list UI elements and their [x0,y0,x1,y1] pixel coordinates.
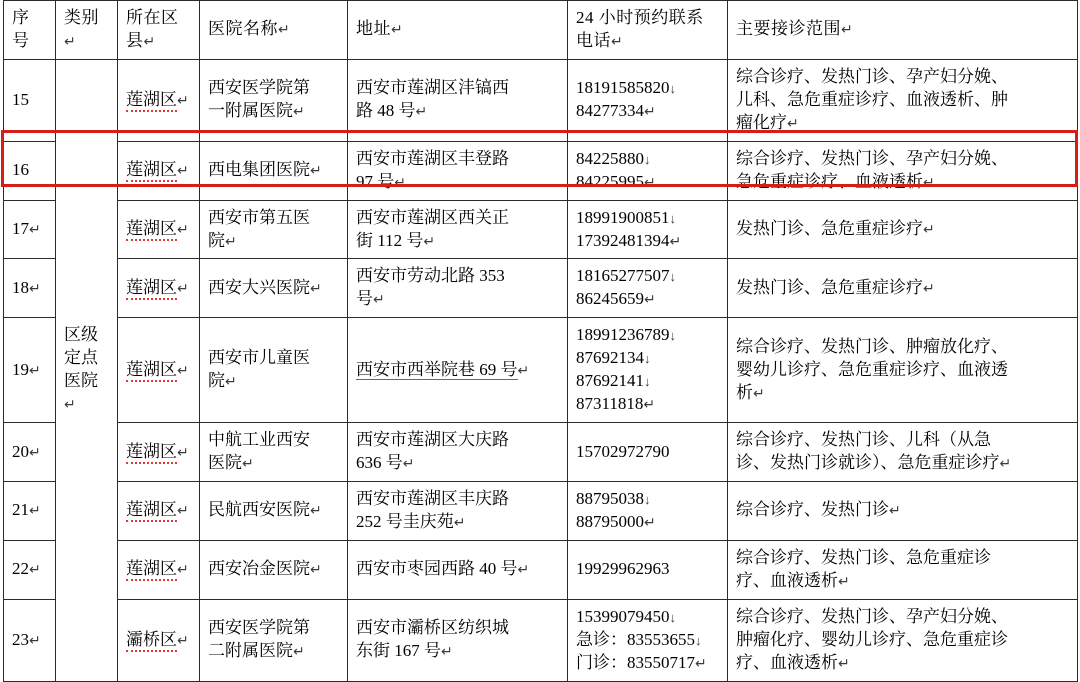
cell-index: 19↵ [4,318,56,423]
pilcrow-icon: ↵ [29,443,41,460]
cell-index: 17↵ [4,200,56,259]
pilcrow-icon: ↵ [644,103,656,120]
cell-index: 16 [4,141,56,200]
pilcrow-icon: ↵ [889,502,901,519]
pilcrow-icon: ↵ [29,279,41,296]
cell-district: 莲湖区↵ [118,540,200,599]
cell-hospital-name: 西安市儿童医 院↵ [200,318,348,423]
cell-index: 21↵ [4,481,56,540]
pilcrow-icon: ↵ [242,455,254,471]
pilcrow-icon: ↵ [225,373,237,390]
cell-address: 西安市劳动北路 353 号↵ [348,259,568,318]
cell-scope: 综合诊疗、发热门诊、急危重症诊 疗、血液透析↵ [728,540,1078,599]
pilcrow-icon: ↵ [310,162,322,179]
cell-phone: 15702972790 [568,423,728,482]
column-header-index: 序 号 [4,1,56,60]
table-row [4,259,1078,318]
pilcrow-icon: ↵ [391,21,404,38]
pilcrow-icon: ↵ [177,221,189,238]
cell-district: 莲湖区↵ [118,259,200,318]
pilcrow-icon: ↵ [644,291,656,308]
pilcrow-icon: ↵ [669,232,682,249]
cell-address: 西安市枣园西路 40 号↵ [348,540,568,599]
pilcrow-icon: ↵ [310,502,322,519]
line-break-icon: ↓ [644,374,651,390]
cell-district: 莲湖区↵ [118,318,200,423]
pilcrow-icon: ↵ [29,631,41,648]
pilcrow-icon: ↵ [517,361,530,378]
pilcrow-icon: ↵ [293,103,305,120]
pilcrow-icon: ↵ [373,291,385,308]
cell-district: 莲湖区↵ [118,141,200,200]
pilcrow-icon: ↵ [644,513,656,530]
column-header-phone: 24 小时预约联系 电话↵ [568,1,728,60]
column-header-hospital-name: 医院名称↵ [200,1,348,60]
pilcrow-icon: ↵ [143,32,156,49]
cell-address: 西安市灞桥区纺织城 东街 167 号↵ [348,599,568,681]
pilcrow-icon: ↵ [643,396,656,413]
pilcrow-icon: ↵ [611,32,624,49]
pilcrow-icon: ↵ [64,32,77,49]
pilcrow-icon: ↵ [753,384,765,401]
cell-scope: 综合诊疗、发热门诊↵ [728,481,1078,540]
pilcrow-icon: ↵ [29,502,41,519]
table-row [4,481,1078,540]
pilcrow-icon: ↵ [177,361,189,378]
cell-scope: 综合诊疗、发热门诊、肿瘤放化疗、 婴幼儿诊疗、急危重症诊疗、血液透 析↵ [728,318,1078,423]
cell-hospital-name: 中航工业西安 医院↵ [200,423,348,482]
cell-district: 莲湖区↵ [118,423,200,482]
cell-hospital-name: 民航西安医院↵ [200,481,348,540]
pilcrow-icon: ↵ [415,103,428,120]
cell-phone: 18191585820↓ 84277334↵ [568,59,728,141]
line-break-icon: ↓ [644,351,651,367]
line-break-icon: ↓ [669,609,676,625]
pilcrow-icon: ↵ [423,232,436,249]
cell-index: 23↵ [4,599,56,681]
cell-hospital-name: 西安医学院第 二附属医院↵ [200,599,348,681]
pilcrow-icon: ↵ [177,443,189,460]
table-row [4,318,1078,423]
pilcrow-icon: ↵ [923,279,935,296]
cell-scope: 综合诊疗、发热门诊、孕产妇分娩、 急危重症诊疗、血液透析↵ [728,141,1078,200]
cell-address: 西安市莲湖区丰登路 97 号↵ [348,141,568,200]
pilcrow-icon: ↵ [177,162,189,179]
cell-district: 莲湖区↵ [118,481,200,540]
cell-scope: 综合诊疗、发热门诊、孕产妇分娩、 儿科、急危重症诊疗、血液透析、肿 瘤化疗↵ [728,59,1078,141]
line-break-icon: ↓ [644,151,651,167]
line-break-icon: ↓ [644,491,651,507]
table-row-highlighted [4,141,1078,200]
cell-index: 22↵ [4,540,56,599]
pilcrow-icon: ↵ [923,173,935,190]
cell-hospital-name: 西安大兴医院↵ [200,259,348,318]
pilcrow-icon: ↵ [177,631,189,648]
cell-district: 莲湖区↵ [118,200,200,259]
pilcrow-icon: ↵ [177,91,189,108]
table-row [4,200,1078,259]
cell-hospital-name: 西电集团医院↵ [200,141,348,200]
column-header-address: 地址↵ [348,1,568,60]
table-header [4,1,1078,60]
cell-phone: 18991900851↓ 17392481394↵ [568,200,728,259]
pilcrow-icon: ↵ [695,654,707,671]
cell-district: 灞桥区↵ [118,599,200,681]
cell-phone: 88795038↓ 88795000↵ [568,481,728,540]
pilcrow-icon: ↵ [999,455,1012,471]
pilcrow-icon: ↵ [402,455,415,471]
cell-hospital-name: 西安冶金医院↵ [200,540,348,599]
cell-scope: 综合诊疗、发热门诊、儿科（从急 诊、发热门诊就诊）、急危重症诊疗↵ [728,423,1078,482]
cell-address: 西安市莲湖区丰庆路 252 号圭庆苑↵ [348,481,568,540]
cell-scope: 综合诊疗、发热门诊、孕产妇分娩、 肿瘤化疗、婴幼儿诊疗、急危重症诊 疗、血液透析↵ [728,599,1078,681]
pilcrow-icon: ↵ [278,21,291,38]
cell-district: 莲湖区↵ [118,59,200,141]
pilcrow-icon: ↵ [225,232,237,249]
line-break-icon: ↓ [669,81,676,97]
cell-phone: 15399079450↓ 急诊：83553655↓ 门诊：83550717↵ [568,599,728,681]
pilcrow-icon: ↵ [841,21,854,38]
pilcrow-icon: ↵ [838,572,850,589]
column-header-scope: 主要接诊范围↵ [728,1,1078,60]
pilcrow-icon: ↵ [29,361,41,378]
pilcrow-icon: ↵ [177,502,189,519]
line-break-icon: ↓ [695,632,702,648]
table-row [4,59,1078,141]
table-row [4,599,1078,681]
column-header-district: 所在区 县↵ [118,1,200,60]
pilcrow-icon: ↵ [29,221,41,238]
pilcrow-icon: ↵ [923,221,935,238]
line-break-icon: ↓ [669,269,676,285]
cell-index: 15 [4,59,56,141]
cell-phone: 84225880↓ 84225995↵ [568,141,728,200]
cell-address: 西安市莲湖区西关正 街 112 号↵ [348,200,568,259]
cell-index: 20↵ [4,423,56,482]
pilcrow-icon: ↵ [310,561,322,578]
line-break-icon: ↓ [669,328,676,344]
cell-hospital-name: 西安医学院第 一附属医院↵ [200,59,348,141]
table-body [4,59,1078,681]
cell-index: 18↵ [4,259,56,318]
table-row [4,423,1078,482]
pilcrow-icon: ↵ [29,561,41,578]
cell-scope: 发热门诊、急危重症诊疗↵ [728,259,1078,318]
cell-address: 西安市莲湖区大庆路 636 号↵ [348,423,568,482]
cell-scope: 发热门诊、急危重症诊疗↵ [728,200,1078,259]
pilcrow-icon: ↵ [517,561,530,578]
pilcrow-icon: ↵ [177,279,189,296]
cell-address: 西安市西举院巷 69 号↵ [348,318,568,423]
pilcrow-icon: ↵ [441,643,453,660]
cell-hospital-name: 西安市第五医 院↵ [200,200,348,259]
pilcrow-icon: ↵ [644,173,656,190]
pilcrow-icon: ↵ [453,513,466,530]
pilcrow-icon: ↵ [787,114,799,131]
table-header-row [4,1,1078,60]
pilcrow-icon: ↵ [293,643,305,660]
pilcrow-icon: ↵ [838,654,850,671]
pilcrow-icon: ↵ [310,279,322,296]
column-header-category: 类别↵ [56,1,118,60]
cell-phone: 18165277507↓ 86245659↵ [568,259,728,318]
pilcrow-icon: ↵ [64,396,76,413]
line-break-icon: ↓ [669,210,676,226]
pilcrow-icon: ↵ [177,561,189,578]
cell-address: 西安市莲湖区沣镐西 路 48 号↵ [348,59,568,141]
cell-category: 区级 定点 医院↵ [56,59,118,681]
cell-phone: 19929962963 [568,540,728,599]
cell-phone: 18991236789↓ 87692134↓ 87692141↓ 87311818↵ [568,318,728,423]
hospital-table [3,0,1078,682]
pilcrow-icon: ↵ [394,173,406,190]
table-row [4,540,1078,599]
